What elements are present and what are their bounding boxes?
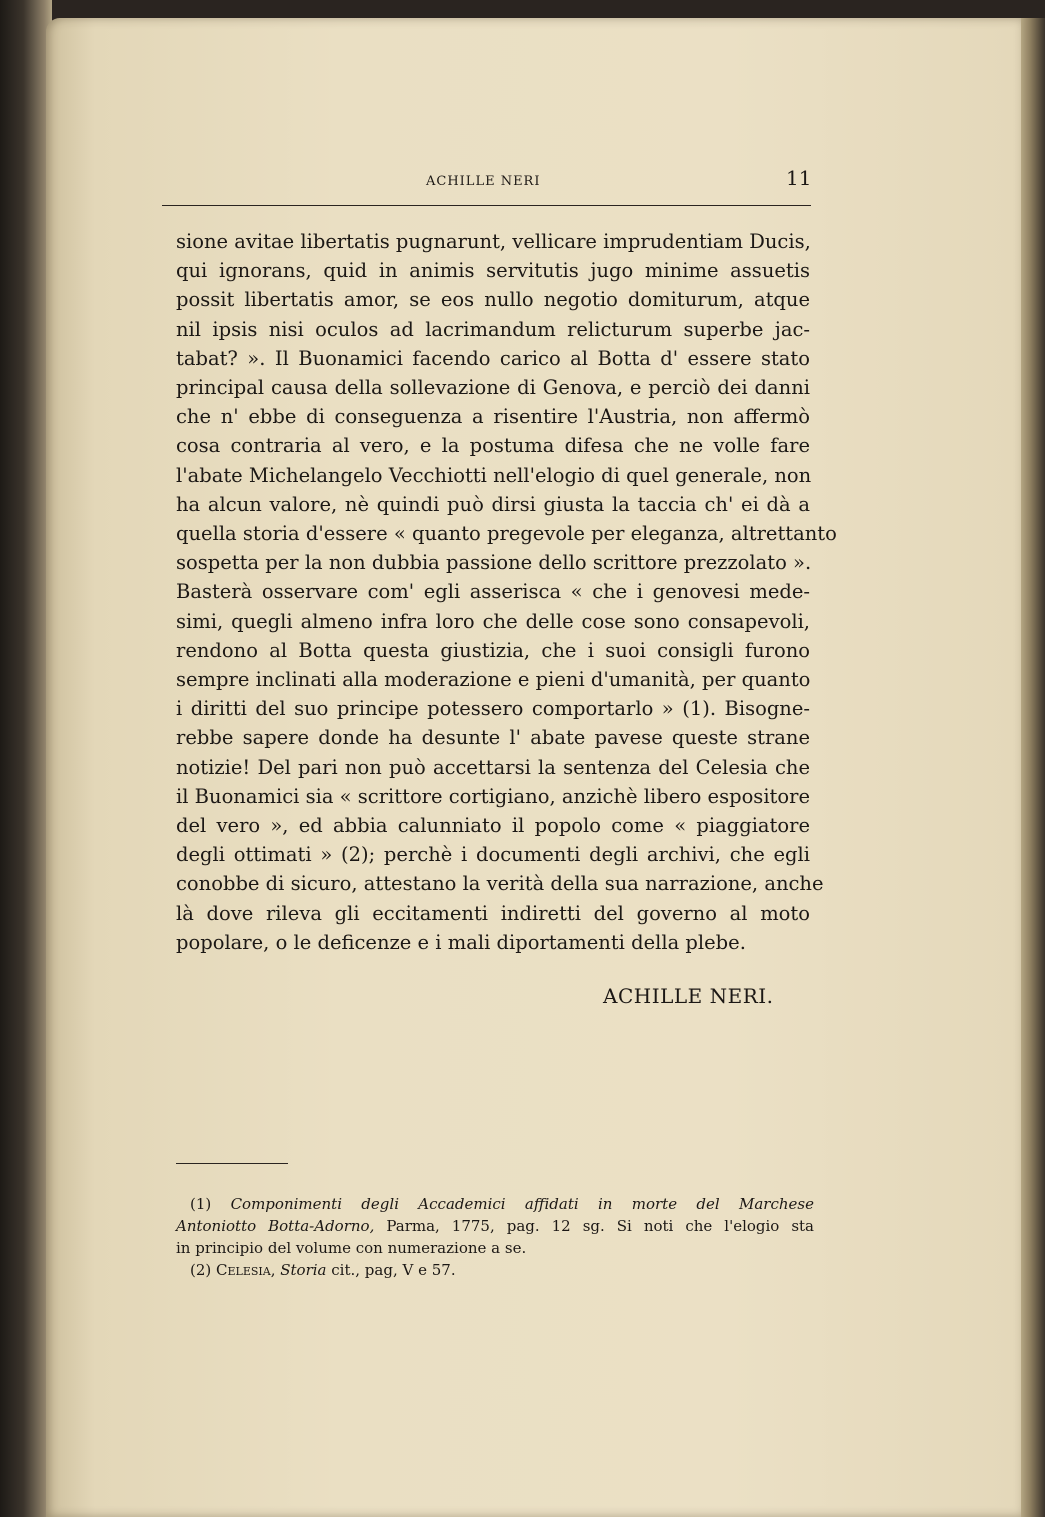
body-text bbox=[176, 227, 837, 957]
running-head: ACHILLE NERI bbox=[426, 174, 541, 189]
footnote-2-author: Celesia, bbox=[216, 1261, 276, 1279]
footnote-2-title: Storia bbox=[280, 1261, 327, 1279]
body-line: Basterà osservare com' egli asserisca « che i genovesi mede- bbox=[176, 580, 810, 604]
footnote-2 bbox=[176, 1259, 814, 1281]
body-line: rendono al Botta questa giustizia, che i suoi consigli furono bbox=[176, 638, 810, 662]
footnote-1-line-1 bbox=[176, 1193, 814, 1215]
body-line: notizie! Del pari non può accettarsi la sentenza del Celesia che bbox=[176, 755, 810, 779]
body-line: del vero », ed abbia calunniato il popolo come « piaggiatore bbox=[176, 814, 810, 838]
footnote-1-title-cont: Antoniotto Botta-Adorno, bbox=[176, 1217, 375, 1235]
book-spine-shadow bbox=[0, 0, 52, 1517]
body-line: sione avitae libertatis pugnarunt, vellicare imprudentiam Ducis, bbox=[176, 230, 811, 253]
page-number: 11 bbox=[786, 166, 812, 190]
body-line: ha alcun valore, nè quindi può dirsi giusta la taccia ch' ei dà a bbox=[176, 492, 810, 516]
body-line: sospetta per la non dubbia passione dello scrittore prezzolato ». bbox=[176, 551, 812, 575]
body-line: nil ipsis nisi oculos ad lacrimandum relicturum superbe jac- bbox=[176, 317, 810, 341]
body-line: conobbe di sicuro, attestano la verità della sua narrazione, anche bbox=[176, 872, 824, 896]
body-line: cosa contraria al vero, e la postuma difesa che ne volle fare bbox=[176, 434, 810, 458]
footnote-2-citation: cit., pag, V e 57. bbox=[331, 1261, 456, 1279]
footnote-1-citation: Parma, 1775, pag. 12 sg. Si noti che l'elogio sta bbox=[386, 1217, 814, 1235]
body-line: popolare, o le deficenze e i mali diportamenti della plebe. bbox=[176, 930, 746, 954]
footnote-1-line-2 bbox=[176, 1215, 814, 1237]
body-line: il Buonamici sia « scrittore cortigiano, anzichè libero espositore bbox=[176, 784, 810, 808]
footnote-2-marker: (2) bbox=[190, 1261, 212, 1279]
body-line: là dove rileva gli eccitamenti indiretti del governo al moto bbox=[176, 901, 810, 925]
body-line: i diritti del suo principe potessero comportarlo » (1). Bisogne- bbox=[176, 697, 810, 721]
body-line: quella storia d'essere « quanto pregevole per eleganza, altrettanto bbox=[176, 522, 837, 546]
footnote-1-line-3: in principio del volume con numerazione a se. bbox=[176, 1239, 527, 1257]
body-line: principal causa della sollevazione di Genova, e perciò dei danni bbox=[176, 376, 810, 400]
body-line: possit libertatis amor, se eos nullo negotio domiturum, atque bbox=[176, 288, 810, 312]
body-line: simi, quegli almeno infra loro che delle cose sono consapevoli, bbox=[176, 609, 810, 633]
footnote-rule bbox=[176, 1163, 288, 1164]
body-line: tabat? ». Il Buonamici facendo carico al Botta d' essere stato bbox=[176, 346, 810, 370]
footnote-1-title: Componimenti degli Accademici affidati in morte del Marchese bbox=[230, 1195, 814, 1213]
footnote-1-marker: (1) bbox=[190, 1195, 212, 1213]
body-line: degli ottimati » (2); perchè i documenti degli archivi, che egli bbox=[176, 843, 810, 867]
footnotes bbox=[176, 1193, 814, 1281]
body-line: rebbe sapere donde ha desunte l' abate pavese queste strane bbox=[176, 726, 810, 750]
page-edge bbox=[1021, 18, 1045, 1517]
body-line: sempre inclinati alla moderazione e pieni d'umanità, per quanto bbox=[176, 668, 811, 692]
header-rule bbox=[162, 205, 811, 206]
body-line: che n' ebbe di conseguenza a risentire l'Austria, non affermò bbox=[176, 405, 810, 429]
author-signature: ACHILLE NERI. bbox=[603, 984, 774, 1008]
body-line: l'abate Michelangelo Vecchiotti nell'elogio di quel generale, non bbox=[176, 463, 812, 487]
body-line: qui ignorans, quid in animis servitutis jugo minime assuetis bbox=[176, 259, 810, 283]
